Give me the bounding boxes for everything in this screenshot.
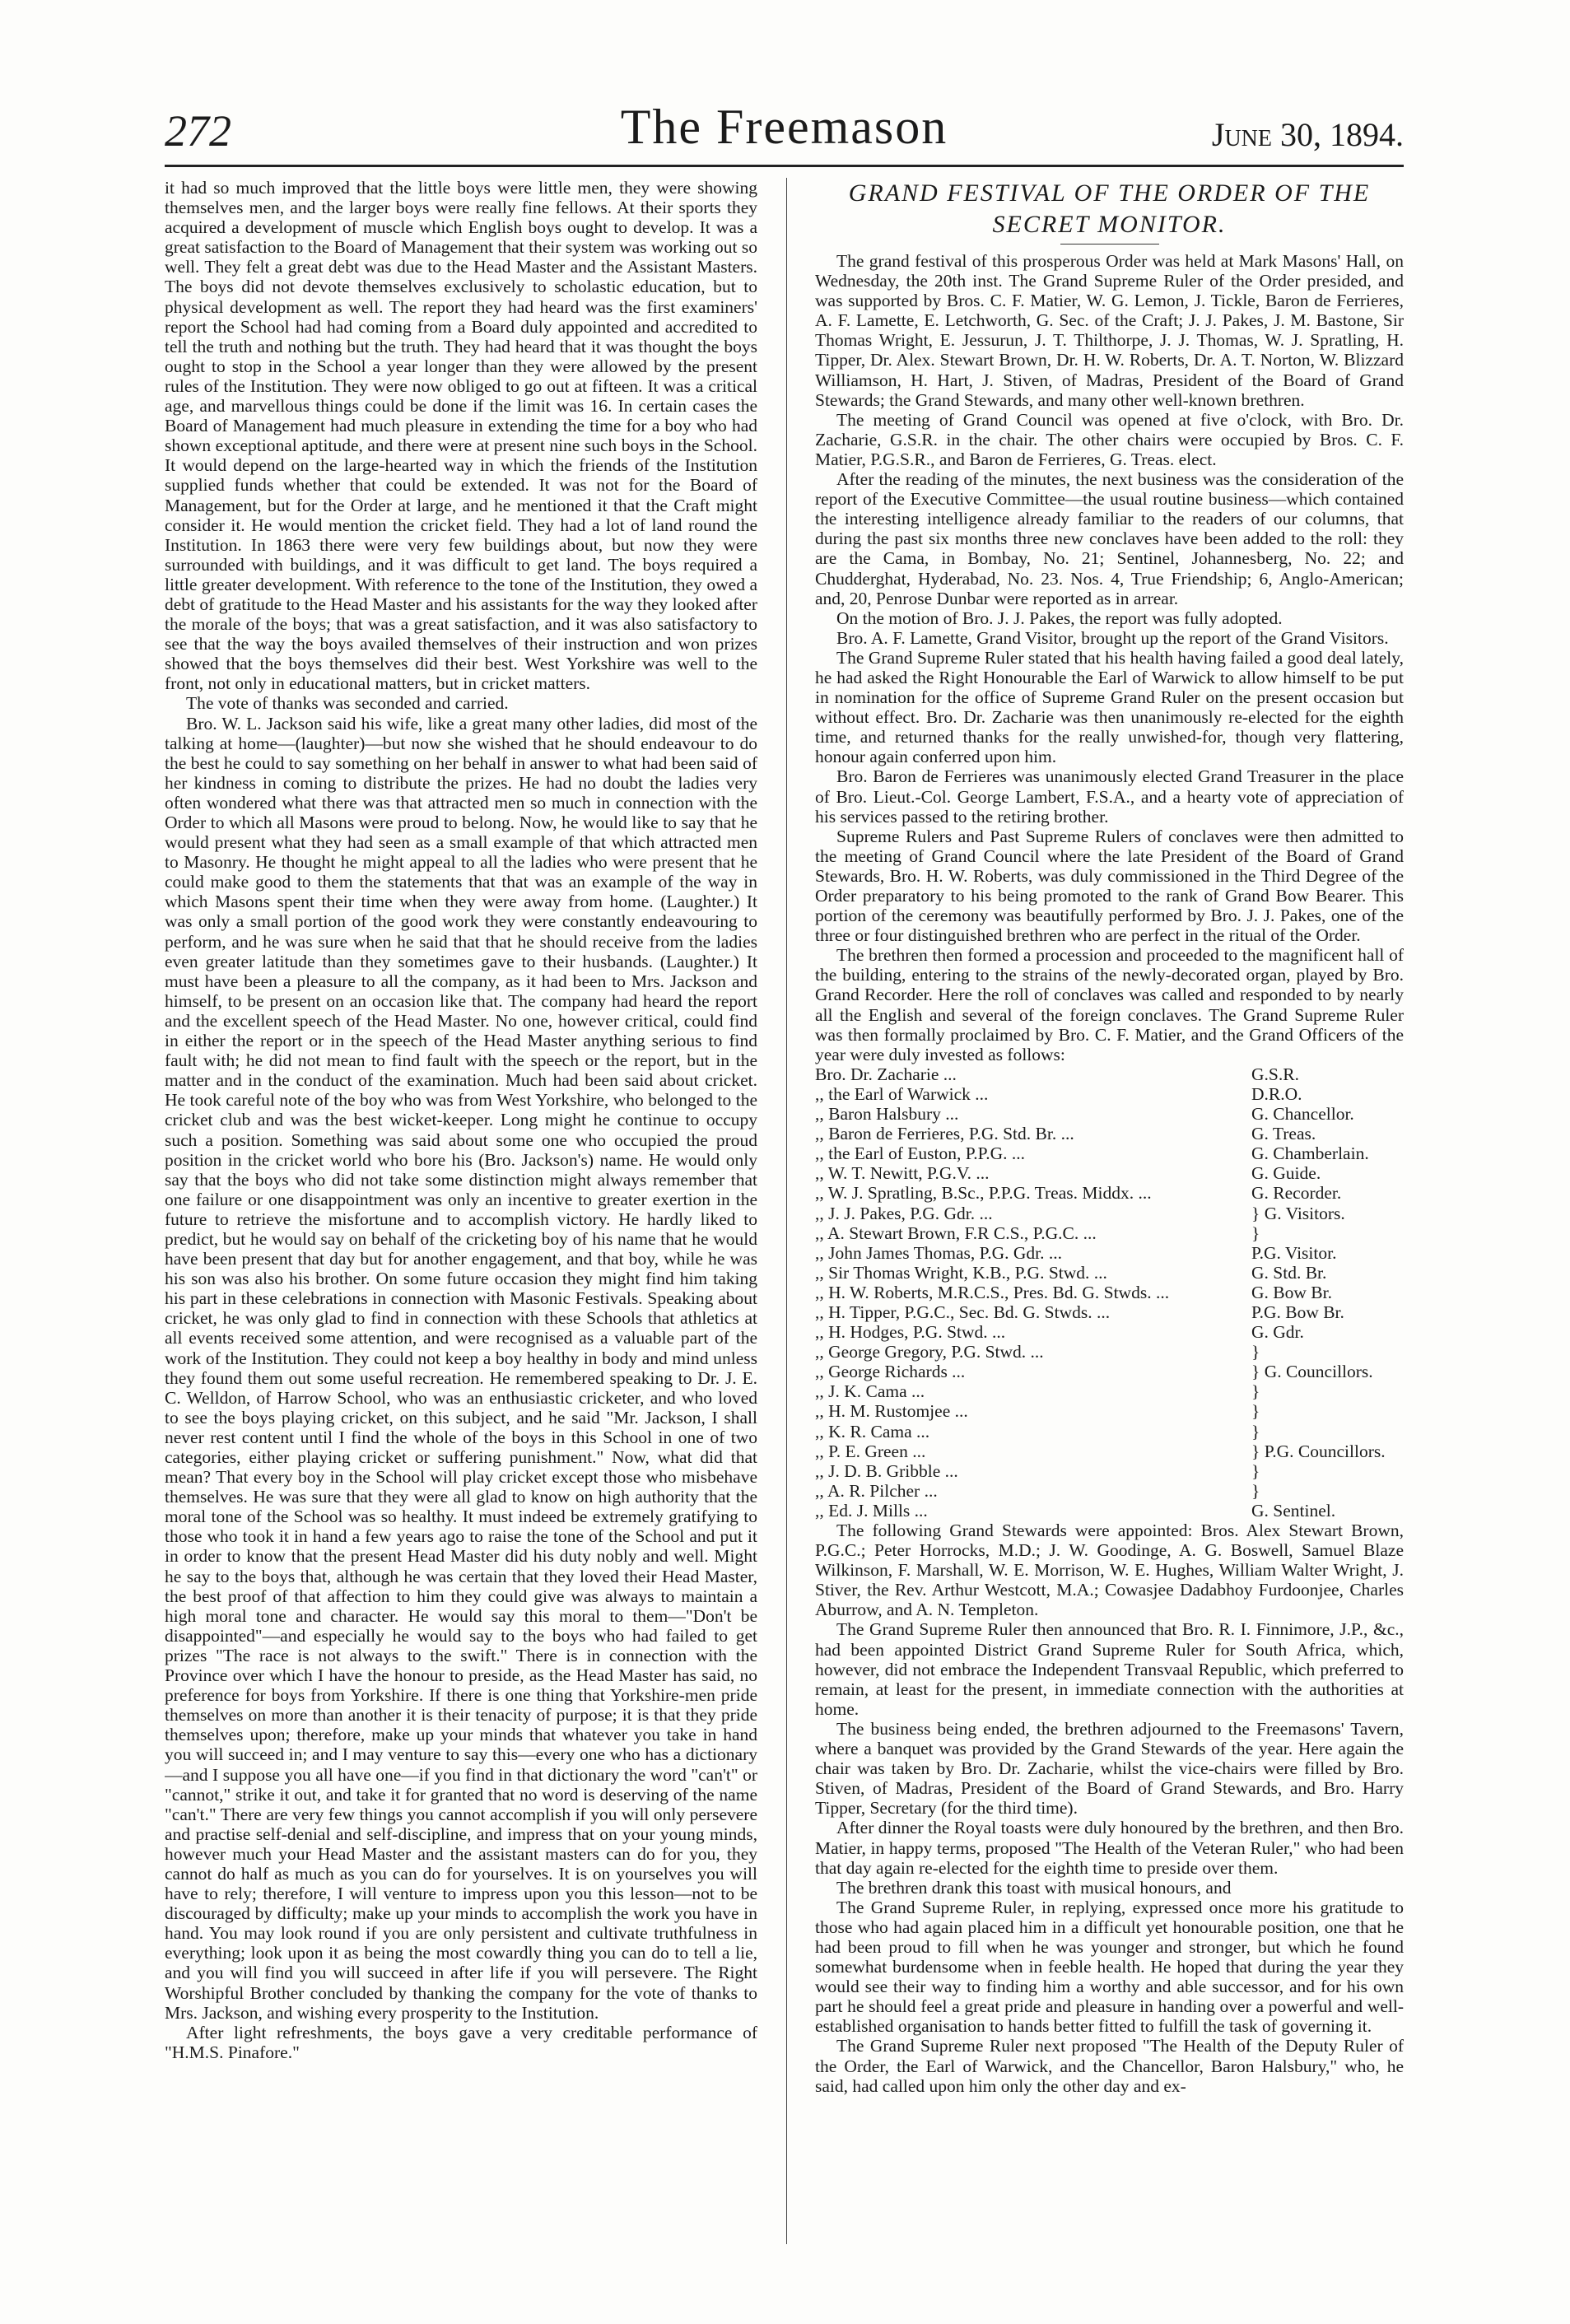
publication-title: The Freemason bbox=[620, 100, 948, 154]
officer-office: G. Gdr. bbox=[1251, 1322, 1304, 1343]
officer-row bbox=[815, 1064, 1404, 1084]
officer-office: } P.G. Councillors. bbox=[1251, 1441, 1386, 1461]
officer-row bbox=[815, 1342, 1404, 1362]
officer-name: ,, George Gregory, P.G. Stwd. ... bbox=[815, 1342, 1044, 1362]
officer-office: } bbox=[1251, 1421, 1260, 1441]
issue-date: June 30, 1894. bbox=[1211, 116, 1404, 153]
officer-row bbox=[815, 1481, 1404, 1501]
page-number: 272 bbox=[165, 106, 231, 156]
article-paragraph: Supreme Rulers and Past Supreme Rulers of conclaves were then admitted to the meeting of Grand Council where the late President of the Board of Grand Stewards, Bro. H. W. Roberts, was duly commissioned in the Third Degree of the Order preparatory to his being promoted to the rank of Grand Bow Bearer. This portion of the ceremony was beautifully performed by Bro. J. J. Pakes, one of the three or four distinguished brethren who are perfect in the ritual of the Order. bbox=[815, 826, 1404, 946]
officer-name: ,, the Earl of Warwick ... bbox=[815, 1083, 989, 1104]
officer-row bbox=[815, 1501, 1404, 1521]
column-rule bbox=[786, 178, 787, 2244]
officer-name: ,, John James Thomas, P.G. Gdr. ... bbox=[815, 1242, 1063, 1263]
left-column bbox=[165, 178, 757, 2285]
officer-name: ,, H. M. Rustomjee ... bbox=[815, 1401, 968, 1422]
article-paragraph: The vote of thanks was seconded and carried. bbox=[186, 693, 509, 714]
officer-office: } bbox=[1251, 1223, 1260, 1243]
officer-name: ,, Baron de Ferrieres, P.G. Std. Br. ... bbox=[815, 1124, 1074, 1144]
officer-name: ,, P. E. Green ... bbox=[815, 1441, 926, 1461]
officer-row bbox=[815, 1461, 1404, 1481]
article-paragraph: The Grand Supreme Ruler next proposed "The Health of the Deputy Ruler of the Order, the Earl of Warwick, and the Chancellor, Baron Halsbury," who, he said, had called upon him only the other day and ex- bbox=[815, 2036, 1404, 2096]
officer-name: ,, Sir Thomas Wright, K.B., P.G. Stwd. ... bbox=[815, 1262, 1107, 1283]
article-heading: GRAND FESTIVAL OF THE ORDER OF THE SECRET MONITOR. bbox=[848, 179, 1371, 238]
officer-office: } G. Visitors. bbox=[1251, 1203, 1345, 1223]
officer-office: G.S.R. bbox=[1251, 1064, 1299, 1084]
officer-row bbox=[815, 1243, 1404, 1263]
officer-office: } bbox=[1251, 1480, 1260, 1501]
officer-row bbox=[815, 1302, 1404, 1322]
officer-office: G. Treas. bbox=[1251, 1124, 1316, 1144]
officer-name: ,, A. R. Pilcher ... bbox=[815, 1480, 938, 1501]
officer-office: } bbox=[1251, 1342, 1260, 1362]
officer-name: ,, the Earl of Euston, P.P.G. ... bbox=[815, 1143, 1026, 1164]
officer-row bbox=[815, 1422, 1404, 1441]
officer-office: G. Guide. bbox=[1251, 1163, 1321, 1184]
article-paragraph: The brethren then formed a procession and proceeded to the magnificent hall of the building, entering to the strains of the newly-decorated organ, played by Bro. Grand Recorder. Here the roll of conclaves was called and responded to by nearly all the English and several of the foreign conclaves. The Grand Supreme Ruler was then formally proclaimed by Bro. C. F. Matier, and the Grand Officers of the year were duly invested as follows: bbox=[815, 945, 1404, 1064]
article-paragraph: On the motion of Bro. J. J. Pakes, the report was fully adopted. bbox=[836, 608, 1283, 628]
officer-row bbox=[815, 1163, 1404, 1183]
officer-name: ,, Ed. J. Mills ... bbox=[815, 1500, 928, 1521]
article-paragraph: The Grand Supreme Ruler stated that his health having failed a good deal lately, he had asked the Right Honourable the Earl of Warwick to allow himself to be put in nomination for the office of Supreme Grand Ruler on the present occasion but without effect. Bro. Dr. Zacharie was then unanimously re-elected for the eighth time, and returned thanks for the really unwished-for, though very flattering, honour again conferred upon him. bbox=[815, 647, 1404, 767]
article-paragraph: Bro. A. F. Lamette, Grand Visitor, brought up the report of the Grand Visitors. bbox=[836, 627, 1389, 648]
officer-row bbox=[815, 1381, 1404, 1401]
article-paragraph: After light refreshments, the boys gave a very creditable performance of "H.M.S. Pinafore." bbox=[165, 2022, 757, 2062]
officer-row bbox=[815, 1441, 1404, 1461]
officer-row bbox=[815, 1401, 1404, 1421]
officer-name: ,, H. Tipper, P.G.C., Sec. Bd. G. Stwds. ... bbox=[815, 1302, 1111, 1322]
article-paragraph: Bro. W. L. Jackson said his wife, like a great many other ladies, did most of the talking at home—(laughter)—but now she wished that he should endeavour to do the best he could to say something on her behalf in answer to what had been said of her kindness in coming to distribute the prizes. He had no doubt the ladies very often wondered what there was that attracted men so much in connection with the Order to which all Masons were proud to belong. Now, he would like to say that he would present what they had seen as a small example of that which attracted men to Masonry. He thought he might appeal to all the ladies who were present that he could make good to them the statements that that was an example of the way in which Masons spent their time when they were away from home. (Laughter.) It was only a small portion of the good work they were constantly endeavouring to perform, and he was sure when he said that that he should receive from the ladies even greater latitude than they sometimes gave to their husbands. (Laughter.) It must have been a pleasure to all the company, as it had been to Mrs. Jackson and himself, to be present on an occasion like that. The company had heard the report and the excellent speech of the Head Master. No one, however critical, could find in either the report or in the speech of the Head Master anything serious to find fault with; he did not mean to find fault with the speech or the report, but in the matter and in the conduct of the examination. Much had been said about cricket. He took careful note of the boy who was from West Yorkshire, who belonged to the cricket club and was the best wicket-keeper. Long might he continue to occupy such a position. Something was said about some one who occupied the proud position in the cricket world who bore his (Bro. Jackson's) name. He would only say that the boys who did not take some distinction might always remember that one failure or one disappointment was only an incentive to greater exertion in the future to retrieve the misfortune and to accomplish victory. He hardly liked to predict, but he would say on behalf of the cricketing boy of his name that he would have been present that day but for another engagement, and that boy, while he was his son was also his brother. On some future occasion they might find him taking his part in these celebrations in connection with Masonic Festivals. Speaking about cricket, he was only glad to find in connection with these Schools that athletics at all events received some attention, and were recognised as a valuable part of the work of the Institution. They could not keep a boy healthy in body and mind unless they found them out some useful recreation. He remembered speaking to Dr. J. E. C. Welldon, of Harrow School, who was an enthusiastic cricketer, and who loved to see the boys playing cricket, on this subject, and he said "Mr. Jackson, I shall never rest content until I find the whole of the boys in this School in one of two categories, either playing cricket or suffering punishment." Now, what did that mean? That every boy in the School will play cricket except those who misbehave themselves. He was sure that they were all glad to know on high authority that the moral tone of the School was so healthy. It must indeed be extremely gratifying to those who took it in hand a few years ago to raise the tone of the School and put it in order to know that the present Head Master did his duty nobly and well. Might he say to the boys that, although he was certain that they loved their Head Master, the best proof of that affection to him they could give was always to maintain a high moral tone and character. He would say this moral to them—"Don't be disappointed"—and especially he would say to the boys who had failed to get prizes "The race is not always to the swift." There is in connection with the Province over which I have the honour to preside, as the Head Master has said, no preference for boys from Yorkshire. If there is one thing that Yorkshire-men pride themselves on more than another it is their tenacity of purpose; it is that they pride themselves upon; therefore, make up your minds that whatever you take in hand you will succeed in; and I may venture to say this—every one who has a dictionary—and I suppose you all have one—if you find in that dictionary the word "can't" or "cannot," strike it out, and take it for granted that no word is deserving of the name "can't." There are very few things you cannot accomplish if you will only persevere and practise self-denial and self-discipline, and impress that on your young minds, however much your Head Master and the assistant masters can do for you, they cannot do half as much as you can do for yourselves. It is on yourselves you will have to rely; therefore, I will venture to impress upon you this lesson—not to be discouraged by difficulty; make up your minds to accomplish the work you have in hand. You may look round if you are only persistent and cultivate truthfulness in everything; look upon it as being the most cowardly thing you can do to tell a lie, and you will find you will succeed in after life if you will persevere. The Right Worshipful Brother concluded by thanking the company for the vote of thanks to Mrs. Jackson, and wishing every prosperity to the Institution. bbox=[165, 713, 757, 2023]
officer-office: G. Chancellor. bbox=[1251, 1104, 1354, 1125]
officer-office: G. Chamberlain. bbox=[1251, 1143, 1369, 1164]
article-paragraph: After the reading of the minutes, the next business was the consideration of the report of the Executive Committee—the usual routine business—which contained the interesting intelligence already familiar to the readers of our columns, that during the past six months three new conclaves have been added to the roll: they are the Cama, in Bombay, No. 21; Sentinel, Johannesberg, No. 22; and Chudderghat, Hyderabad, No. 23. Nos. 4, True Friendship; 6, Anglo-American; and, 20, Penrose Dunbar were reported as in arrear. bbox=[815, 469, 1404, 608]
officer-row bbox=[815, 1124, 1404, 1143]
officers-list bbox=[815, 1064, 1404, 1521]
officer-row bbox=[815, 1104, 1404, 1124]
article-paragraph: After dinner the Royal toasts were duly honoured by the brethren, and then Bro. Matier, in happy terms, proposed "The Health of the Veteran Ruler," who had been that day again re-elected for the eighth time to preside over them. bbox=[815, 1818, 1404, 1878]
officer-office: G. Std. Br. bbox=[1251, 1262, 1327, 1283]
officer-name: ,, W. J. Spratling, B.Sc., P.P.G. Treas. Middx. ... bbox=[815, 1183, 1152, 1204]
officer-name: ,, J. D. B. Gribble ... bbox=[815, 1460, 958, 1481]
officer-office: } G. Councillors. bbox=[1251, 1362, 1373, 1382]
officer-name: ,, J. K. Cama ... bbox=[815, 1381, 925, 1402]
officer-row bbox=[815, 1362, 1404, 1381]
article-paragraph: The brethren drank this toast with musical honours, and bbox=[836, 1877, 1232, 1898]
officer-name: ,, J. J. Pakes, P.G. Gdr. ... bbox=[815, 1203, 993, 1223]
officer-row bbox=[815, 1084, 1404, 1104]
officer-office: } bbox=[1251, 1401, 1260, 1422]
officer-name: ,, W. T. Newitt, P.G.V. ... bbox=[815, 1163, 990, 1184]
article-paragraph: The grand festival of this prosperous Order was held at Mark Masons' Hall, on Wednesday, the 20th inst. The Grand Supreme Ruler of the Order presided, and was supported by Bros. C. F. Matier, W. G. Lemon, J. Tickle, Baron de Ferrieres, A. F. Lamette, E. Letchworth, G. Sec. of the Craft; J. J. Pakes, J. M. Bastone, Sir Thomas Wright, E. Jessurun, J. T. Thilthorpe, J. J. Thomas, W. J. Spratling, H. Tipper, Dr. Alex. Stewart Brown, Dr. H. W. Roberts, Dr. A. T. Norton, W. Blizzard Williamson, H. Hart, J. Stiven, of Madras, President of the Board of Grand Stewards; the Grand Stewards, and many other well-known brethren. bbox=[815, 251, 1404, 410]
article-paragraph: The meeting of Grand Council was opened at five o'clock, with Bro. Dr. Zacharie, G.S.R. in the chair. The other chairs were occupied by Bros. C. F. Matier, P.G.S.R., and Baron de Ferrieres, G. Treas. elect. bbox=[815, 409, 1404, 469]
article-paragraph: The business being ended, the brethren adjourned to the Freemasons' Tavern, where a banquet was provided by the Grand Stewards of the year. Here again the chair was taken by Bro. Dr. Zacharie, whilst the vice-chairs were filled by Bro. Stiven, of Madras, President of the Board of Grand Stewards, and Bro. Harry Tipper, Secretary (for the third time). bbox=[815, 1718, 1404, 1819]
officer-row bbox=[815, 1183, 1404, 1203]
officer-row bbox=[815, 1283, 1404, 1302]
officer-name: ,, George Richards ... bbox=[815, 1362, 966, 1382]
officer-name: ,, A. Stewart Brown, F.R C.S., P.G.C. ... bbox=[815, 1223, 1097, 1243]
heading-rule bbox=[1060, 244, 1159, 245]
officer-name: ,, Baron Halsbury ... bbox=[815, 1104, 959, 1125]
officer-name: Bro. Dr. Zacharie ... bbox=[815, 1064, 957, 1084]
officer-row bbox=[815, 1263, 1404, 1283]
officer-office: G. Recorder. bbox=[1251, 1183, 1342, 1204]
masthead bbox=[165, 99, 1404, 158]
officer-name: ,, K. R. Cama ... bbox=[815, 1421, 930, 1441]
officer-office: P.G. Visitor. bbox=[1251, 1242, 1337, 1263]
article-paragraph: The following Grand Stewards were appointed: Bros. Alex Stewart Brown, P.G.C.; Peter Horrocks, M.D.; J. W. Goodinge, A. G. Boswell, Samuel Blaze Wilkinson, F. Marshall, W. E. Morrison, W. E. Hughes, William Walter Wright, J. Stiver, the Rev. Arthur Westcott, M.A.; Cowasjee Dadabhoy Furdoonjee, Charles Aburrow, and A. N. Templeton. bbox=[815, 1521, 1404, 1620]
officer-row bbox=[815, 1223, 1404, 1243]
officer-row bbox=[815, 1143, 1404, 1163]
article-paragraph: The Grand Supreme Ruler, in replying, expressed once more his gratitude to those who had again placed him in a difficult yet honourable position, one that he had been proud to fill when he was younger and stronger, but which he found somewhat burdensome when in feeble health. He hoped that during the year they would see their way to finding him a worthy and able successor, and for his own part he should feel a great pride and pleasure in handing over a powerful and well-established organisation to hands better fitted to fulfill the task of governing it. bbox=[815, 1897, 1404, 2037]
officer-name: ,, H. Hodges, P.G. Stwd. ... bbox=[815, 1322, 1006, 1343]
article-paragraph: The Grand Supreme Ruler then announced that Bro. R. I. Finnimore, J.P., &c., had been appointed District Grand Supreme Ruler for South Africa, which, however, did not embrace the Independent Transvaal Republic, which preferred to remain, at least for the present, in immediate connection with the authorities at home. bbox=[815, 1619, 1404, 1719]
officer-row bbox=[815, 1204, 1404, 1223]
article-paragraph: it had so much improved that the little boys were little men, they were showing themselves men, and the larger boys were really fine fellows. At their sports they acquired a development of muscle which English boys ought to develop. It was a great satisfaction to the Board of Management that their system was working out so well. They felt a great debt was due to the Head Master and the Assistant Masters. The boys did not devote themselves exclusively to scholastic education, but to physical development as well. The report they had heard was the first examiners' report the School had had coming from a Board duly appointed and accredited to tell the truth and nothing but the truth. They had heard that it was thought the boys ought to stop in the School a year longer than they were allowed by the present rules of the Institution. They were now obliged to go out at fifteen. It was a critical age, and marvellous things could be done if the limit was 16. In certain cases the Board of Management had much pleasure in extending the time for a boy who had shown exceptional aptitude, and there were at present nine such boys in the School. It would depend on the large-hearted way in which the friends of the Institution supplied funds whether that could be extended. It was not for the Board of Management, but for the Order at large, and he mentioned it that the Craft might consider it. He would mention the cricket field. They had a lot of land round the Institution. In 1863 there were very few buildings about, but now they were surrounded with buildings, and it was difficult to get land. The boys required a little greater development. With reference to the tone of the Institution, they owed a debt of gratitude to the Head Master and his assistants for the way they looked after the morale of the boys; that was a great satisfaction, and it was also satisfactory to see that the way the boys availed themselves of their instruction and won prizes showed that the boys themselves did their best. West Yorkshire was well to the front, not only in educational matters, but in cricket matters. bbox=[165, 178, 757, 694]
header-rule bbox=[165, 165, 1404, 167]
officer-office: G. Bow Br. bbox=[1251, 1282, 1332, 1302]
officer-office: } bbox=[1251, 1381, 1260, 1402]
officer-office: D.R.O. bbox=[1251, 1083, 1302, 1104]
officer-row bbox=[815, 1322, 1404, 1342]
officer-office: G. Sentinel. bbox=[1251, 1500, 1336, 1521]
officer-office: } bbox=[1251, 1460, 1260, 1481]
right-column bbox=[815, 178, 1404, 2285]
officer-name: ,, H. W. Roberts, M.R.C.S., Pres. Bd. G. Stwds. ... bbox=[815, 1282, 1170, 1302]
officer-office: P.G. Bow Br. bbox=[1251, 1302, 1344, 1322]
article-paragraph: Bro. Baron de Ferrieres was unanimously elected Grand Treasurer in the place of Bro. Lieut.-Col. George Lambert, F.S.A., and a hearty vote of appreciation of his services passed to the retiring brother. bbox=[815, 766, 1404, 827]
